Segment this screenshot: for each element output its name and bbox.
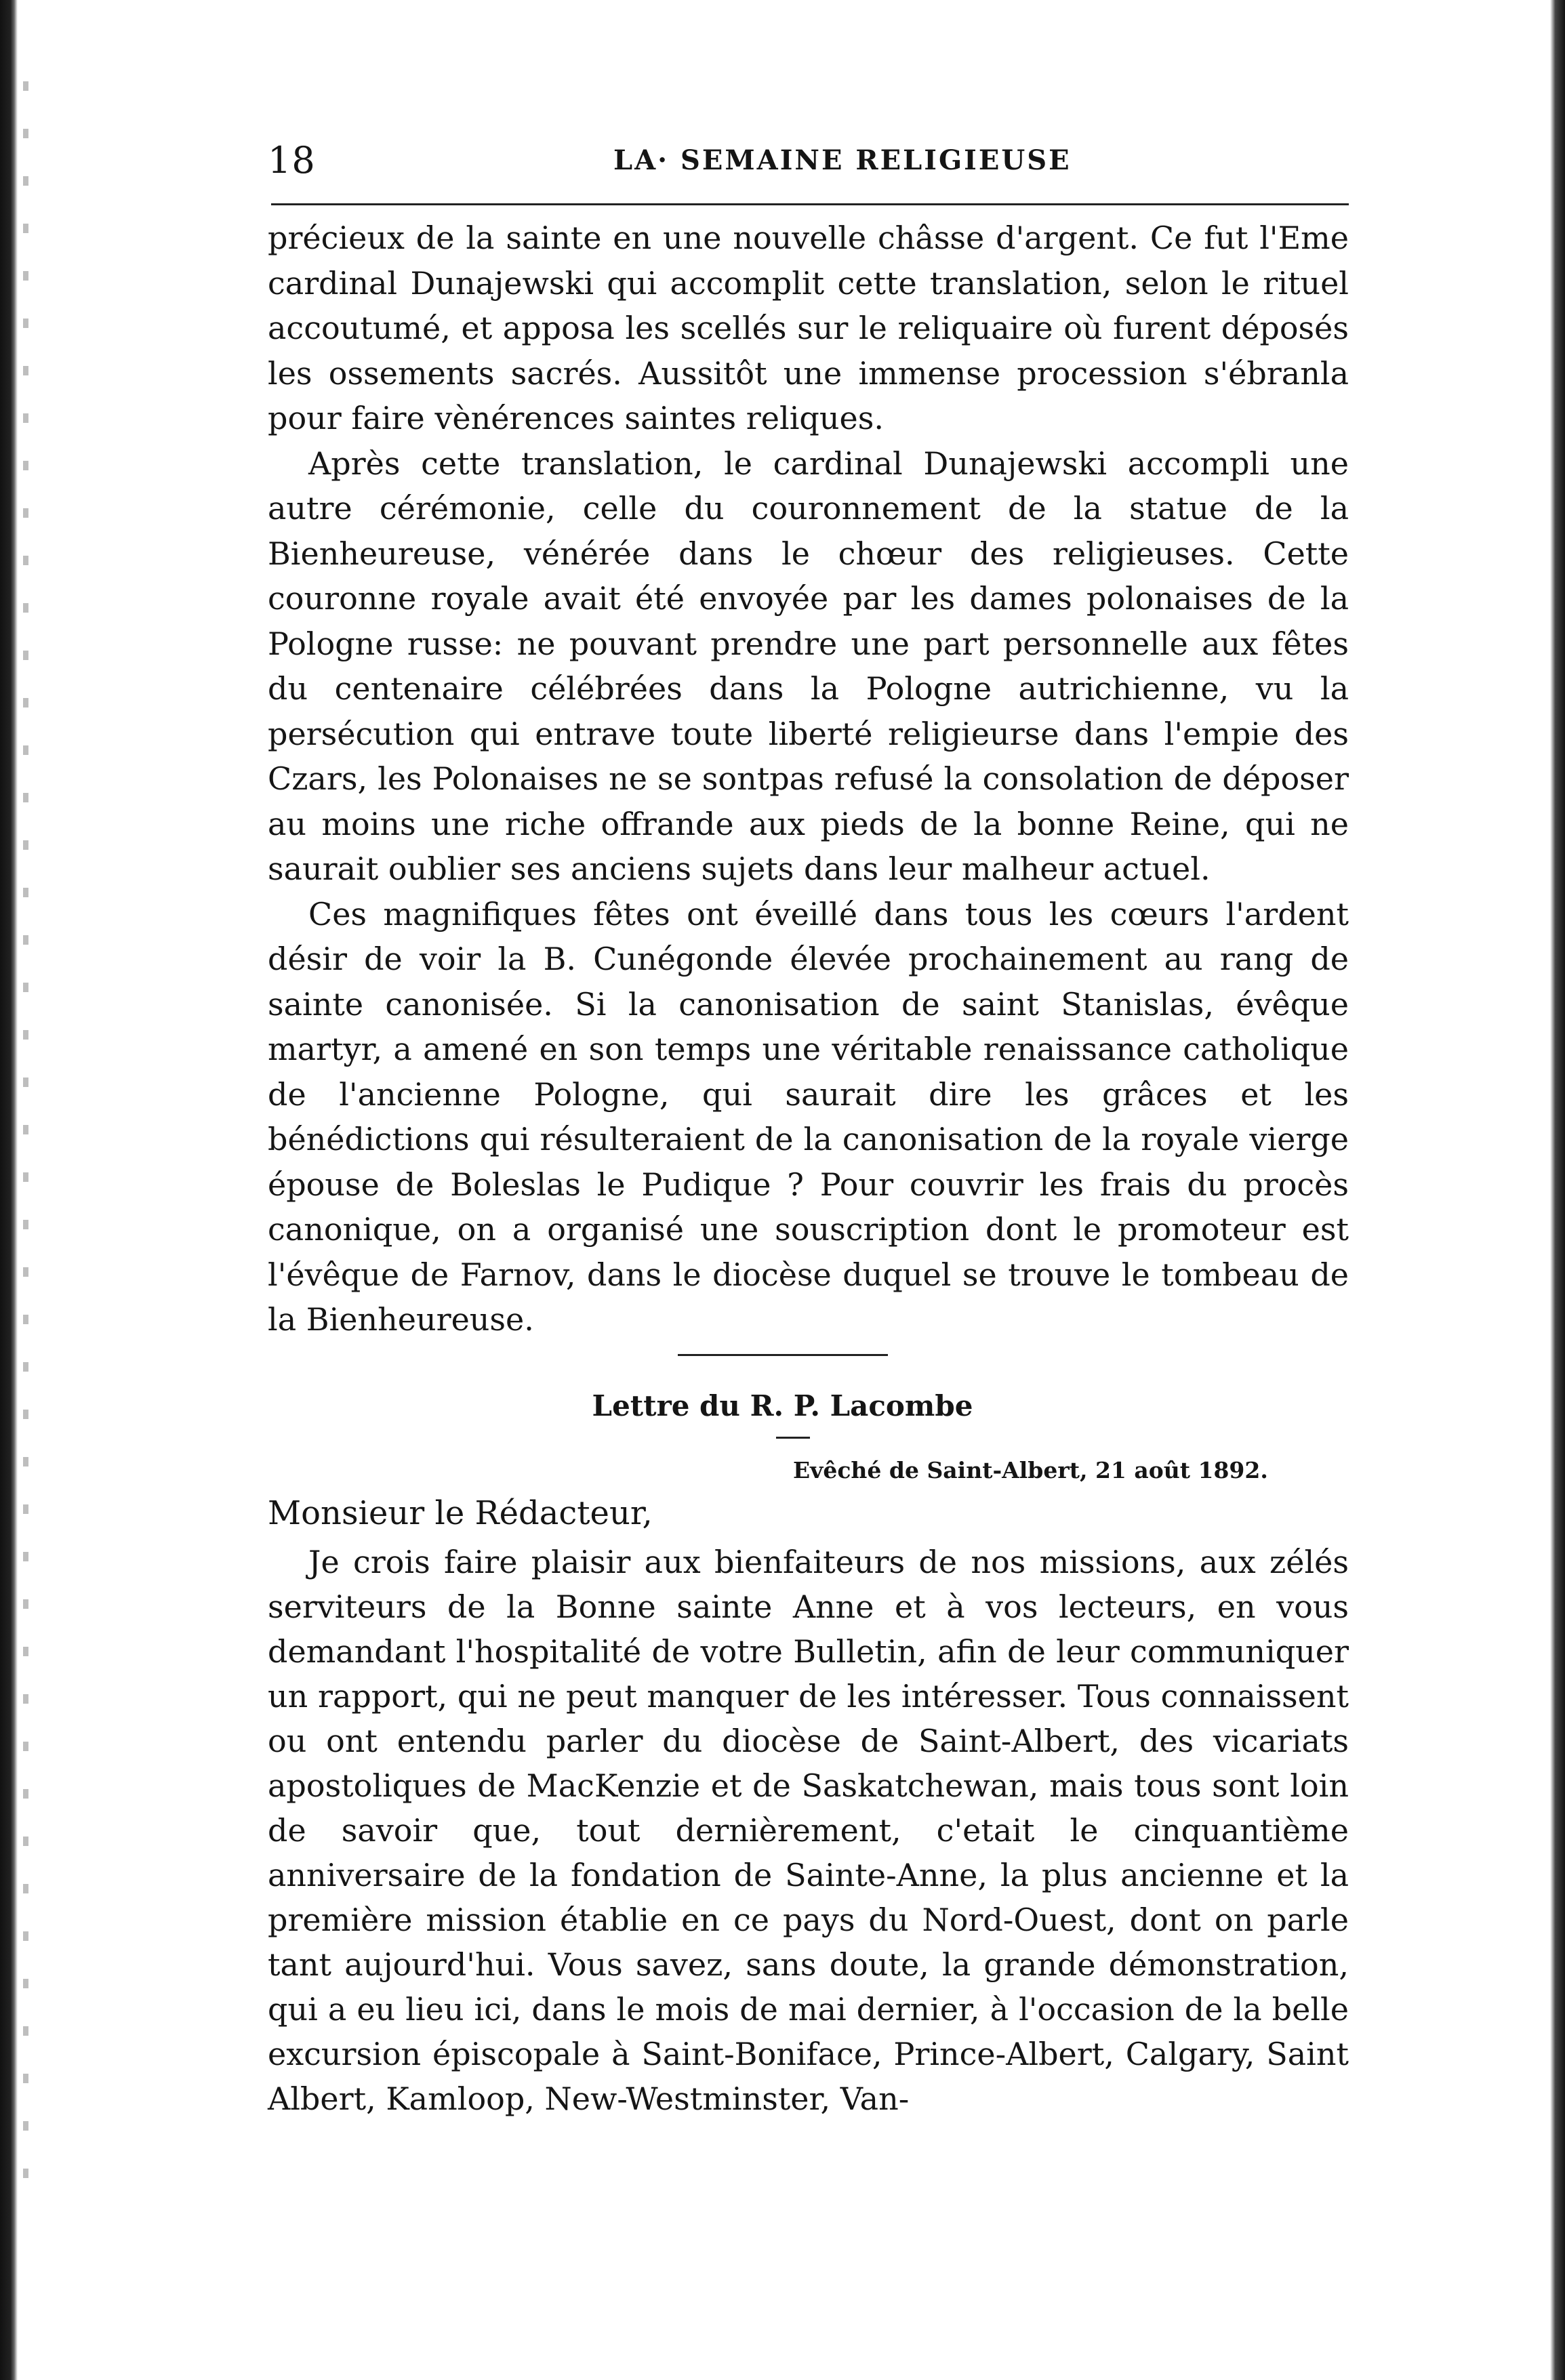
scan-right-edge (1550, 0, 1565, 2380)
header-rule (271, 203, 1349, 205)
letter-salutation: Monsieur le Rédacteur, (268, 1494, 653, 1532)
letter-title: Lettre du R. P. Lacombe (592, 1389, 973, 1422)
page-header (268, 139, 1352, 186)
scan-edge-marks (23, 81, 28, 2182)
paragraph-coronation: Après cette translation, le cardinal Dunajewski accompli une autre cérémonie, celle du couronnement de la statue de la Bienheureuse, vénérée dans le chœur des religieuses. Cette couronne royale avait été envoyée par les dames polonaises de la Pologne russe: ne pouvant prendre une part personnelle aux fêtes du centenaire célébrées dans la Pologne autrichienne, vu la persécution qui entrave toute liberté religieurse dans l'empie des Czars, les Polonaises ne se sontpas refusé la consolation de déposer au moins une riche offrande aux pieds de la bonne Reine, qui ne saurait oublier ses anciens sujets dans leur malheur actuel. (268, 445, 1349, 887)
title-dash (776, 1437, 810, 1439)
article-text (268, 216, 1349, 1342)
running-head: LA· SEMAINE RELIGIEUSE (613, 144, 1072, 176)
section-divider (678, 1354, 888, 1356)
page-number: 18 (268, 139, 316, 182)
letter-dateline: Evêché de Saint-Albert, 21 août 1892. (793, 1457, 1268, 1483)
letter-paragraph: Je crois faire plaisir aux bienfaiteurs de nos missions, aux zélés serviteurs de la Bonne sainte Anne et à vos lecteurs, en vous demandant l'hospitalité de votre Bulletin, afin de leur communiquer un rapport, qui ne peut manquer de les intéresser. Tous connaissent ou ont entendu parler du diocèse de Saint-Albert, des vicariats apostoliques de MacKenzie et de Saskatchewan, mais tous sont loin de savoir que, tout dernièrement, c'etait le cinquantième anniversaire de la fondation de Sainte-Anne, la plus ancienne et la première mission établie en ce pays du Nord-Ouest, dont on parle tant aujourd'hui. Vous savez, sans doute, la grande démonstration, qui a eu lieu ici, dans le mois de mai dernier, à l'occasion de la belle excursion épiscopale à Saint-Boniface, Prince-Albert, Calgary, Saint Albert, Kamloop, New-Westminster, Van- (268, 1544, 1349, 2117)
paragraph-continued: précieux de la sainte en une nouvelle châsse d'argent. Ce fut l'Eme cardinal Dunajewski qui accomplit cette translation, selon le rituel accoutumé, et apposa les scellés sur le reliquaire où furent déposés les ossements sacrés. Aussitôt une immense procession s'ébranla pour faire vènérences saintes reliques. (268, 220, 1349, 436)
paragraph-canonization: Ces magnifiques fêtes ont éveillé dans tous les cœurs l'ardent désir de voir la B. Cunégonde élevée prochainement au rang de sainte canonisée. Si la canonisation de saint Stanislas, évêque martyr, a amené en son temps une véritable renaissance catholique de l'ancienne Pologne, qui saurait dire les grâces et les bénédictions qui résulteraient de la canonisation de la royale vierge épouse de Boleslas le Pudique ? Pour couvrir les frais du procès canonique, on a organisé une souscription dont le promoteur est l'évêque de Farnov, dans le diocèse duquel se trouve le tombeau de la Bienheureuse. (268, 895, 1349, 1338)
scan-left-edge (0, 0, 18, 2380)
letter-body (268, 1540, 1349, 2121)
